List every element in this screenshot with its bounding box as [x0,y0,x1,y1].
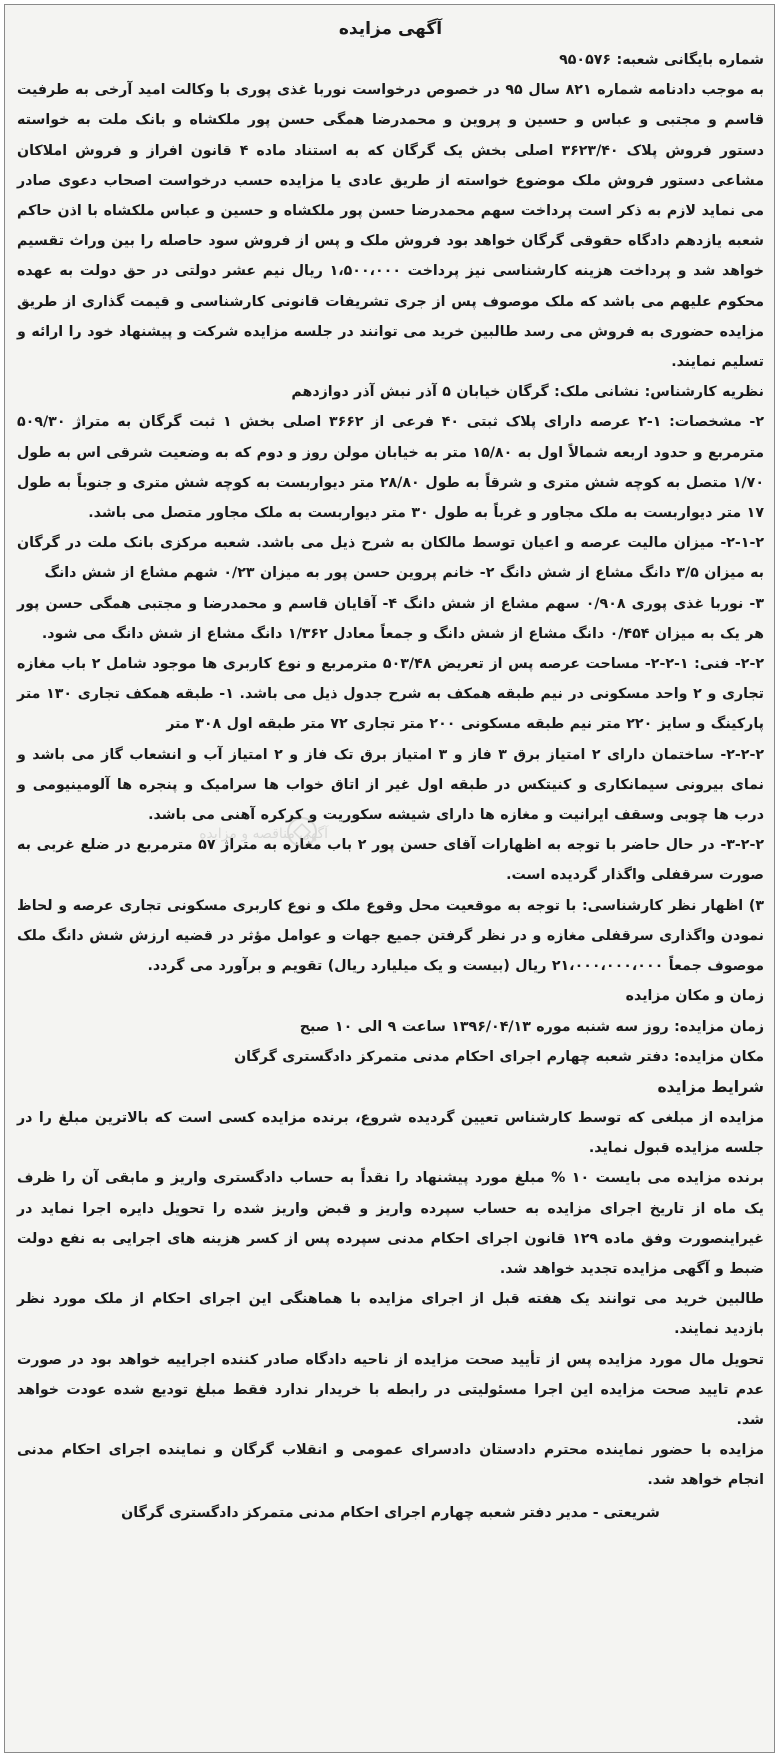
notice-title: آگهی مزایده [338,19,443,39]
building-utilities: ۲-۲-۲- ساختمان دارای ۲ امتیاز برق ۳ فاز و ۳ امتیاز برق تک فاز و ۲ امتیاز آب و انشعاب گاز می باشد و نمای بیرونی سیمانکاری و کنیتکس در طبقه اول غیر از اتاق خواب ها سرامیک و پنجره ها آلومینیومی و درب ها چوبی وسقف ایرانیت و مغازه ها دارای شیشه سکوریت و کرکره آهنی می باشد. [17,746,764,824]
auction-notice [4,4,775,1753]
verdict-paragraph: به موجب دادنامه شماره ۸۲۱ سال ۹۵ در خصوص درخواست نوربا غذی پوری با وکالت امید آرخی به طرفیت قاسم و مجتبی و عباس و حسین و پروین و محمدرضا همگی حسن پور ملکشاه و بانک ملت به خواسته دستور فروش پلاک ۳۶۲۳/۴۰ اصلی بخش یک گرگان که به استناد ماده ۴ قانون افراز و فروش املاکان مشاعی دستور فروش ملک موضوع خواسته از طریق عادی یا مزایده حسب درخواست اصحاب دعوی صادر می نماید لازم به ذکر است پرداخت سهم محمدرضا حسن پور ملکشاه و حسین و عباس ملکشاه با اذن حاکم شعبه یازدهم دادگاه حقوقی گرگان خواهد بود فروش ملک و پس از فروش سود حاصله را بین وراث تقسیم خواهد شد و پرداخت هزینه کارشناسی نیز پرداخت ۱،۵۰۰،۰۰۰ ریال نیم عشر دولتی در حق دولت به عهده محکوم علیهم می باشد که ملک موصوف پس از جری تشریفات قانونی کارشناسی و قیمت گذاری از طریق مزایده حضوری به فروش می رسد طالبین خرید می توانند در جلسه مزایده شرکت و پیشنهاد خود را ارائه و تسلیم نمایند. [17,82,765,371]
signature-line: شریعتی - مدیر دفتر شعبه چهارم اجرای احکام مدنی متمرکز دادگستری گرگان [121,1504,660,1521]
leased-shops: ۳-۲-۲- در حال حاضر با توجه به اظهارات آقای حسن پور ۲ باب مغازه به متراژ ۵۷ مترمربع در ضلع غربی به صورت سرقفلی واگذار گردیده است. [17,837,765,884]
technical-specs: ۲-۲- فنی: ۱-۲-۲- مساحت عرصه پس از تعریض ۵۰۳/۴۸ مترمربع و نوع کاربری ها موجود شامل ۲ باب مغازه تجاری و ۲ واحد مسکونی در نیم طبقه همکف به شرح جدول ذیل می باشد. ۱- طبقه همکف تجاری ۱۳۰ متر پارکینگ و سایز ۲۲۰ متر نیم طبقه مسکونی ۲۰۰ متر تجاری ۷۲ متر طبقه اول ۳۰۸ متر [17,656,765,733]
archive-number: شماره بایگانی شعبه: ۹۵۰۵۷۶ [559,52,764,68]
expert-address: نظریه کارشناس: نشانی ملک: گرگان خیابان ۵ آذر نبش آذر دوازدهم [291,384,764,401]
ownership-shares-continued: ۳- نوربا غذی پوری ۰/۹۰۸ سهم مشاع از شش دانگ ۴- آقایان قاسم و محمدرضا و مجتبی همگی حسن پور هر یک به میزان ۰/۴۵۴ دانگ مشاع از شش دانگ و جمعاً معادل ۱/۳۶۲ دانگ مشاع از شش دانگ می شود. [17,595,764,642]
conditions-title: شرایط مزایده [657,1077,764,1096]
condition-item: برنده مزایده می بایست ۱۰ % مبلغ مورد پیشنهاد را نقداً به حساب دادگستری واریز و مابقی آن را ظرف یک ماه از تاریخ اجرای مزایده به حساب سپرده واریز و قبض واریز شده را تحویل دایره اجرا نماید در غیراینصورت وفق ماده ۱۲۹ قانون اجرای احکام مدنی سپرده پس از کسر هزینه های اجرایی به نفع دولت ضبط و آگهی مزایده تجدید خواهد شد. [17,1170,764,1277]
condition-item: طالبین خرید می توانند یک هفته قبل از اجرای مزایده با هماهنگی این اجرای احکام از ملک مورد نظر بازدید نمایند. [17,1291,764,1338]
expert-valuation: ۳) اظهار نظر کارشناسی: با توجه به موقعیت محل وقوع ملک و نوع کاربری مسکونی تجاری عرصه و لحاظ نمودن واگذاری سرقفلی مغازه و در نظر گرفتن جمیع جهات و عوامل مؤثر در قضیه ارزش شش دانگ ملک موصوف جمعاً ۲۱،۰۰۰،۰۰۰،۰۰۰ ریال (بیست و یک میلیارد ریال) تقویم و برآورد می گردد. [17,897,764,975]
condition-item: تحویل مال مورد مزایده پس از تأیید صحت مزایده از ناحیه دادگاه صادر کننده اجراییه خواهد بود در صورت عدم تایید صحت مزایده این اجرا مسئولیتی در رابطه با خریدار ندارد فقط مبلغ تودیع شده عودت خواهد شد. [17,1351,764,1428]
condition-item: مزایده با حضور نماینده محترم دادستان دادسرای عمومی و انقلاب گرگان و نماینده اجرای احکام مدنی انجام خواهد شد. [17,1442,764,1489]
watermark-text: آگهی مناقصه و مزایده [199,826,328,842]
ownership-shares: ۲-۱-۲- میزان مالیت عرصه و اعیان توسط مالکان به شرح ذیل می باشد. شعبه مرکزی بانک ملت در گرگان به میزان ۳/۵ دانگ مشاع از شش دانگ ۲- خانم پروین حسن پور به میزان ۰/۲۳ شهم مشاع از شش دانگ [17,535,764,582]
auction-time: زمان مزایده: روز سه شنبه موره ۱۳۹۶/۰۴/۱۳ ساعت ۹ الی ۱۰ صبح [299,1018,764,1035]
time-place-heading: زمان و مکان مزایده [625,988,764,1005]
property-specs: ۲- مشخصات: ۱-۲ عرصه دارای پلاک ثبتی ۴۰ فرعی از ۳۶۶۲ اصلی بخش ۱ ثبت گرگان به متراژ ۵۰۹/۳۰ مترمربع و حدود اربعه شمالاً اول به ۱۵/۸۰ متر به خیابان مولن روز و دوم که به وضعیت شرقی اس به طول ۱/۷۰ متصل به کوچه شش متری و شرقاً به طول ۲۸/۸۰ متر دیواربست به کوچه شش متری و جنوباً به طول ۱۷ متر دیواربست به ملک مجاور و غرباً به طول ۳۰ متر دیواربست به ملک مجاور متصل می باشد. [17,414,764,522]
auction-place: مکان مزایده: دفتر شعبه چهارم اجرای احکام مدنی متمرکز دادگستری گرگان [234,1048,764,1065]
condition-item: مزایده از مبلغی که توسط کارشناس تعیین گردیده شروع، برنده مزایده کسی است که بالاترین مبلغ را در جلسه مزایده قبول نماید. [17,1109,764,1157]
